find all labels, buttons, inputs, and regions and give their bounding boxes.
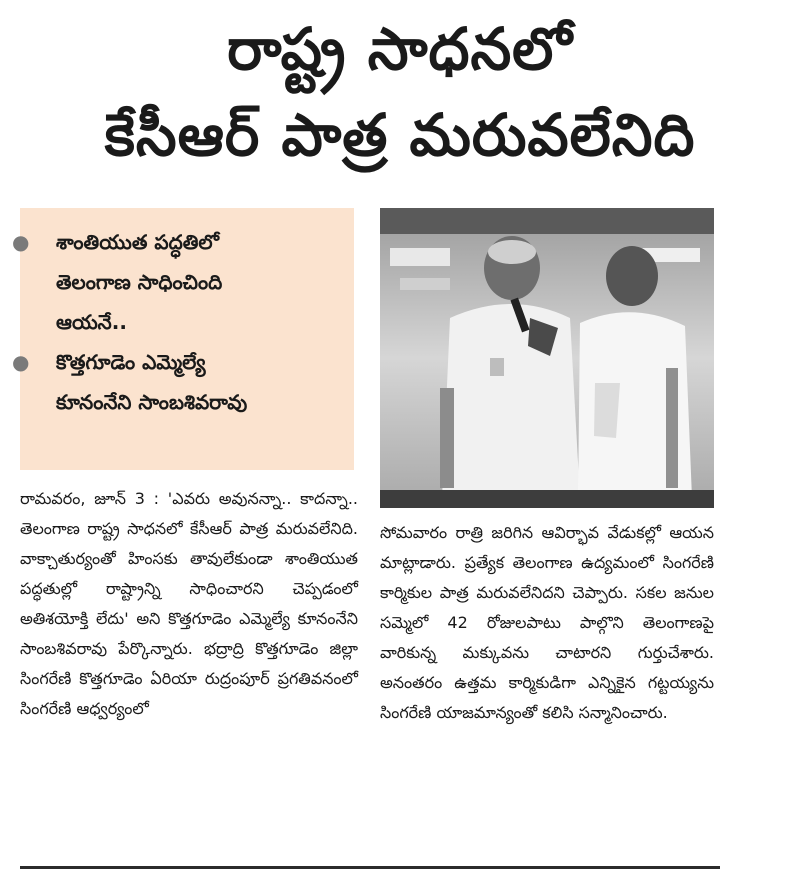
news-photo	[380, 208, 714, 508]
bullet-icon: ●	[12, 230, 30, 254]
highlight-line: తెలంగాణ సాధించింది	[56, 270, 223, 294]
article-column-left	[20, 484, 358, 724]
highlights-box	[12, 208, 354, 470]
highlight-line: కూనంనేని సాంబశివరావు	[56, 390, 248, 414]
highlight-item	[12, 222, 344, 342]
article-text: సోమవారం రాత్రి జరిగిన ఆవిర్భావ వేడుకల్లో ఆయన మాట్లాడారు. ప్రత్యేక తెలంగాణ ఉద్యమంలో సింగరేణి కార్మికుల పాత్ర మరువలేనిదని చెప్పారు. సకల జనుల సమ్మెలో 42 రోజులపాటు పాల్గొని తెలంగాణపై వారికున్న మక్కువను చాటారని గుర్తుచేశారు. అనంతరం ఉత్తమ కార్మికుడిగా ఎన్నికైన గట్టయ్యను సింగరేణి యాజమాన్యంతో కలిసి సన్మానించారు.	[380, 523, 714, 722]
highlight-line: శాంతియుత పద్ధతిలో	[56, 230, 219, 254]
bottom-divider	[20, 866, 720, 869]
headline-line-2: కేసీఆర్ పాత్ర మరువలేనిది	[104, 101, 696, 169]
highlight-line: కొత్తగూడెం ఎమ్మెల్యే	[56, 350, 206, 374]
highlight-item	[12, 342, 344, 422]
photo-speaker-icon	[380, 208, 714, 508]
bullet-icon: ●	[12, 350, 30, 374]
headline-line-1: రాష్ట్ర సాధనలో	[227, 15, 573, 83]
highlight-line: ఆయనే..	[56, 310, 127, 334]
article-text: రామవరం, జూన్ 3 : 'ఎవరు అవునన్నా.. కాదన్నా.. తెలంగాణ రాష్ట్ర సాధనలో కేసీఆర్ పాత్ర మరువలేనిది. వాక్చాతుర్యంతో హింసకు తావులేకుండా శాంతియుత పద్ధతుల్లో రాష్ట్రాన్ని సాధించారని చెప్పడంలో అతిశయోక్తి లేదు' అని కొత్తగూడెం ఎమ్మెల్యే కూనంనేని సాంబశివరావు పేర్కొన్నారు. భద్రాద్రి కొత్తగూడెం జిల్లా సింగరేణి కొత్తగూడెం ఏరియా రుద్రంపూర్ ప్రగతివనంలో సింగరేణి ఆధ్వర్యంలో	[20, 489, 358, 718]
article-column-right	[380, 518, 714, 728]
headline	[20, 6, 780, 178]
